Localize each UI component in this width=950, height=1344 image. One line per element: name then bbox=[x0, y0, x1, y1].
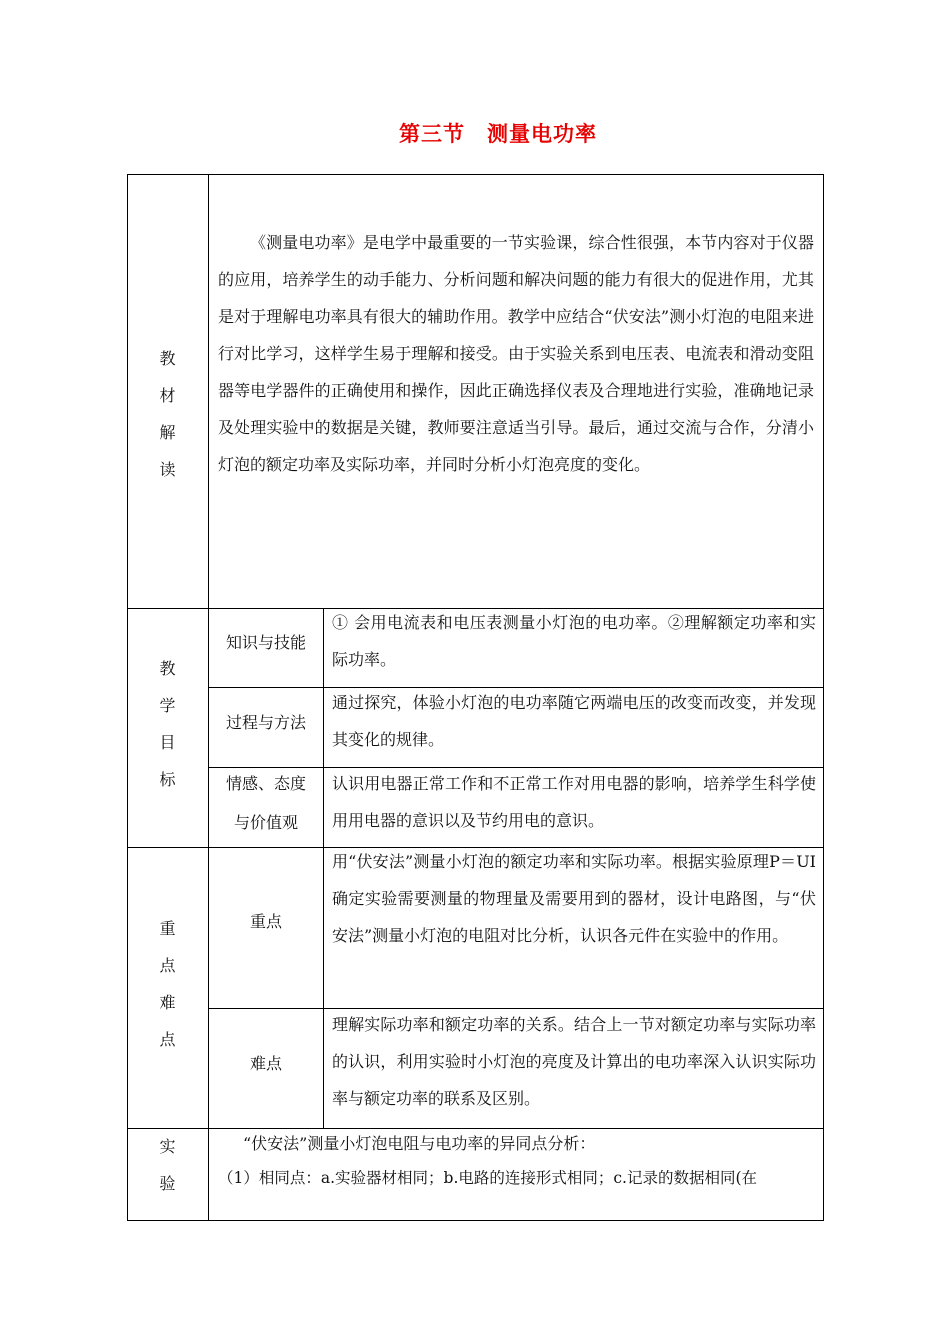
emotion-label-line1: 情感、态度 bbox=[225, 774, 306, 793]
section4-label: 实 验 bbox=[159, 1137, 176, 1193]
experiment-line2: （1）相同点：a.实验器材相同；b.电路的连接形式相同；c.记录的数据相同(在 bbox=[218, 1169, 758, 1187]
difficulty-label: 难点 bbox=[249, 1054, 282, 1073]
process-method-text: 通过探究，体验小灯泡的电功率随它两端电压的改变而改变，并发现其变化的规律。 bbox=[332, 693, 816, 749]
page-title: 第三节 测量电功率 bbox=[399, 122, 597, 146]
key-point-label: 重点 bbox=[249, 912, 282, 931]
emotion-label-line2: 与价值观 bbox=[233, 813, 298, 832]
section2-label: 教 学 目 标 bbox=[159, 659, 176, 789]
difficulty-text: 理解实际功率和额定功率的关系。结合上一节对额定功率与实际功率的认识，利用实验时小灯泡的亮度及计算出的电功率深入认识实际功率与额定功率的联系及区别。 bbox=[332, 1015, 816, 1108]
section3-divider bbox=[323, 847, 324, 1129]
section1-label: 教 材 解 读 bbox=[159, 349, 176, 479]
knowledge-skill-label: 知识与技能 bbox=[225, 633, 306, 652]
emotion-text: 认识用电器正常工作和不正常工作对用电器的影响，培养学生科学使用用电器的意识以及节约用电的意识。 bbox=[332, 774, 816, 830]
process-method-label: 过程与方法 bbox=[225, 713, 306, 732]
experiment-line1: “伏安法”测量小灯泡电阻与电功率的异同点分析： bbox=[243, 1134, 596, 1153]
section3-label: 重 点 难 点 bbox=[159, 919, 176, 1049]
section1-text: 《测量电功率》是电学中最重要的一节实验课，综合性很强，本节内容对于仪器的应用，培养学生的动手能力、分析问题和解决问题的能力有很大的促进作用，尤其是对于理解电功率具有很大的辅助作用。教学中应结合“伏安法”测小灯泡的电阻来进行对比学习，这样学生易于理解和接受。由于实验关系到电压表、电流表和滑动变阻器等电学器件的正确使用和操作，因此正确选择仪表及合理地进行实验，准确地记录及处理实验中的数据是关键，教师要注意适当引导。最后，通过交流与合作，分清小灯泡的额定功率及实际功率，并同时分析小灯泡亮度的变化。 bbox=[218, 233, 814, 474]
key-point-text: 用“伏安法”测量小灯泡的额定功率和实际功率。根据实验原理P＝UI确定实验需要测量的物理量及需要用到的器材，设计电路图，与“伏安法”测量小灯泡的电阻对比分析，认识各元件在实验中的作用。 bbox=[332, 852, 816, 945]
knowledge-skill-text: ① 会用电流表和电压表测量小灯泡的电功率。②理解额定功率和实际功率。 bbox=[332, 613, 816, 669]
